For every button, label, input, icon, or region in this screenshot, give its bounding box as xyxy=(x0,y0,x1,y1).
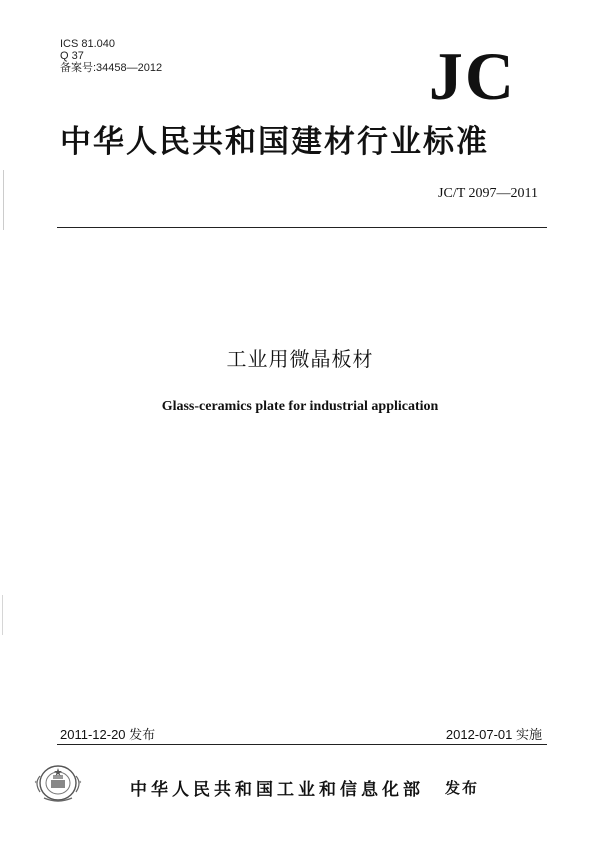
top-divider xyxy=(57,227,547,228)
standard-category-title: 中华人民共和国建材行业标准 xyxy=(60,124,489,160)
ccs-code: Q 37 xyxy=(60,50,84,62)
implementation-date: 2012-07-01 实施 xyxy=(445,727,542,742)
scan-edge-mark xyxy=(2,595,3,635)
scan-edge-mark xyxy=(3,170,4,230)
issue-date: 2011-12-20 发布 xyxy=(60,727,156,742)
ics-code: ICS 81.040 xyxy=(60,38,116,50)
standard-number: JC/T 2097—2011 xyxy=(438,186,538,201)
record-number: 备案号:34458—2012 xyxy=(60,62,163,74)
publisher-name: 中华人民共和国工业和信息化部 xyxy=(130,780,424,800)
bottom-divider xyxy=(57,744,547,745)
national-emblem-icon xyxy=(28,762,88,804)
publish-label: 发布 xyxy=(445,779,480,797)
classification-block xyxy=(60,38,162,74)
document-title-chinese: 工业用微晶板材 xyxy=(226,347,374,371)
jc-logo: JC xyxy=(428,38,516,114)
document-title-english: Glass-ceramics plate for industrial application xyxy=(161,399,439,414)
